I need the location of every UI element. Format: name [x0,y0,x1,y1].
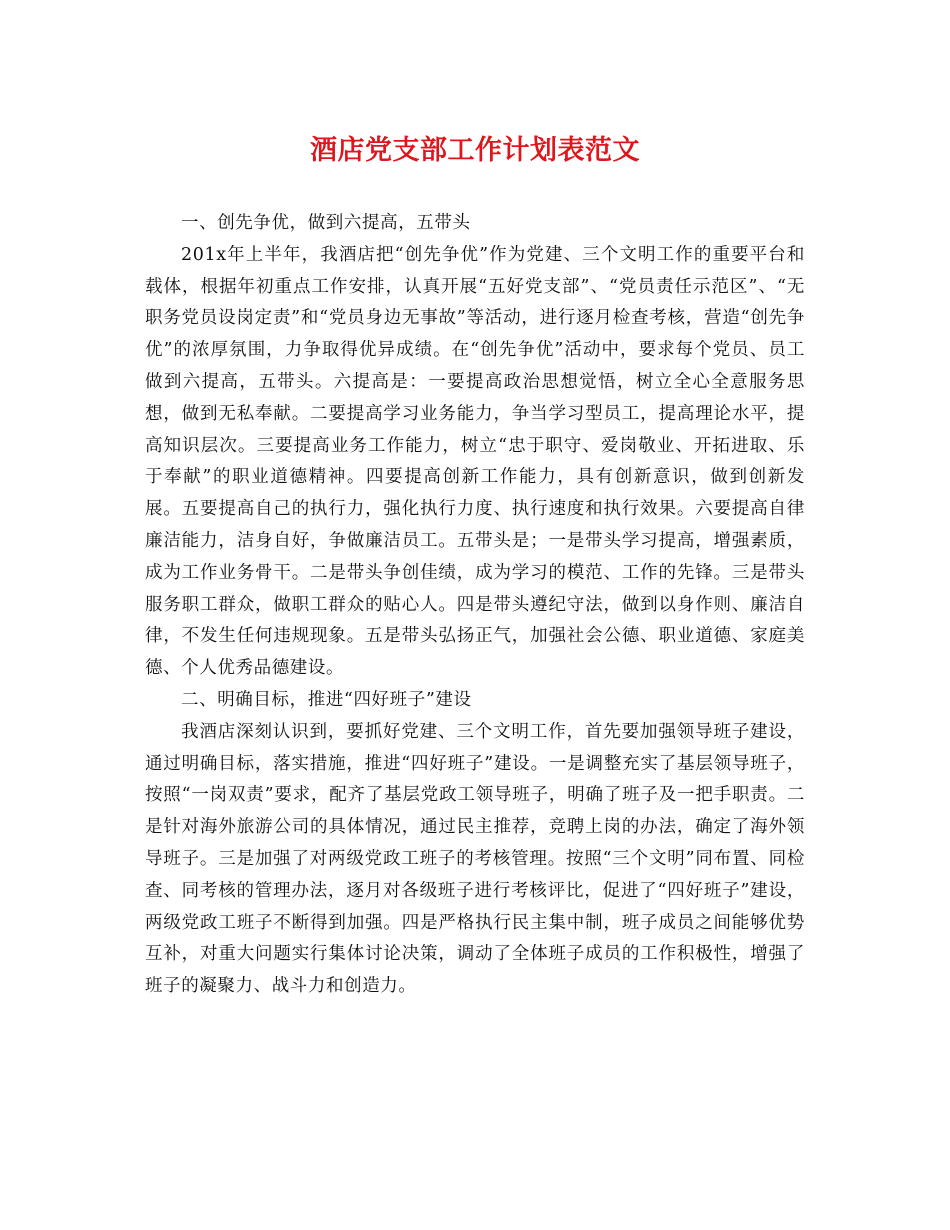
section-2-heading: 二、明确目标，推进“四好班子”建设 [181,689,472,710]
section-1-heading: 一、创先争优，做到六提高，五带头 [181,213,471,233]
section-1-paragraph: 201x年上半年，我酒店把“创先争优”作为党建、三个文明工作的重要平台和载体，根据年初重点工作安排，认真开展“五好党支部”、“党员责任示范区”、“无职务党员设岗定责”和“党员身边无事故”等活动，进行逐月检查考核，营造“创先争优”的浓厚氛围，力争取得优异成绩。在“创先争优”活动中，要求每个党员、员工做到六提高，五带头。六提高是：一要提高政治思想觉悟，树立全心全意服务思想，做到无私奉献。二要提高学习业务能力，争当学习型员工，提高理论水平，提高知识层次。三要提高业务工作能力，树立“忠于职守、爱岗敬业、开拓进取、乐于奉献”的职业道德精神。四要提高创新工作能力，具有创新意识，做到创新发展。五要提高自己的执行力，强化执行力度、执行速度和执行效果。六要提高自律廉洁能力，洁身自好，争做廉洁员工。五带头是；一是带头学习提高，增强素质，成为工作业务骨干。二是带头争创佳绩，成为学习的模范、工作的先锋。三是带头服务职工群众，做职工群众的贴心人。四是带头遵纪守法，做到以身作则、廉洁自律，不发生任何违规现象。五是带头弘扬正气，加强社会公德、职业道德、家庭美德、个人优秀品德建设。 [145,244,805,679]
section-2-paragraph: 我酒店深刻认识到，要抓好党建、三个文明工作，首先要加强领导班子建设，通过明确目标，落实措施，推进“四好班子”建设。一是调整充实了基层领导班子，按照“一岗双责”要求，配齐了基层党政工领导班子，明确了班子及一把手职责。二是针对海外旅游公司的具体情况，通过民主推荐，竞聘上岗的办法，确定了海外领导班子。三是加强了对两级党政工班子的考核管理。按照“三个文明”同布置、同检查、同考核的管理办法，逐月对各级班子进行考核评比，促进了“四好班子”建设，两级党政工班子不断得到加强。四是严格执行民主集中制，班子成员之间能够优势互补，对重大问题实行集体讨论决策，调动了全体班子成员的工作积极性，增强了班子的凝聚力、战斗力和创造力。 [145,721,805,997]
document-body [145,208,805,1003]
document-title: 酒店党支部工作计划表范文 [310,135,640,166]
